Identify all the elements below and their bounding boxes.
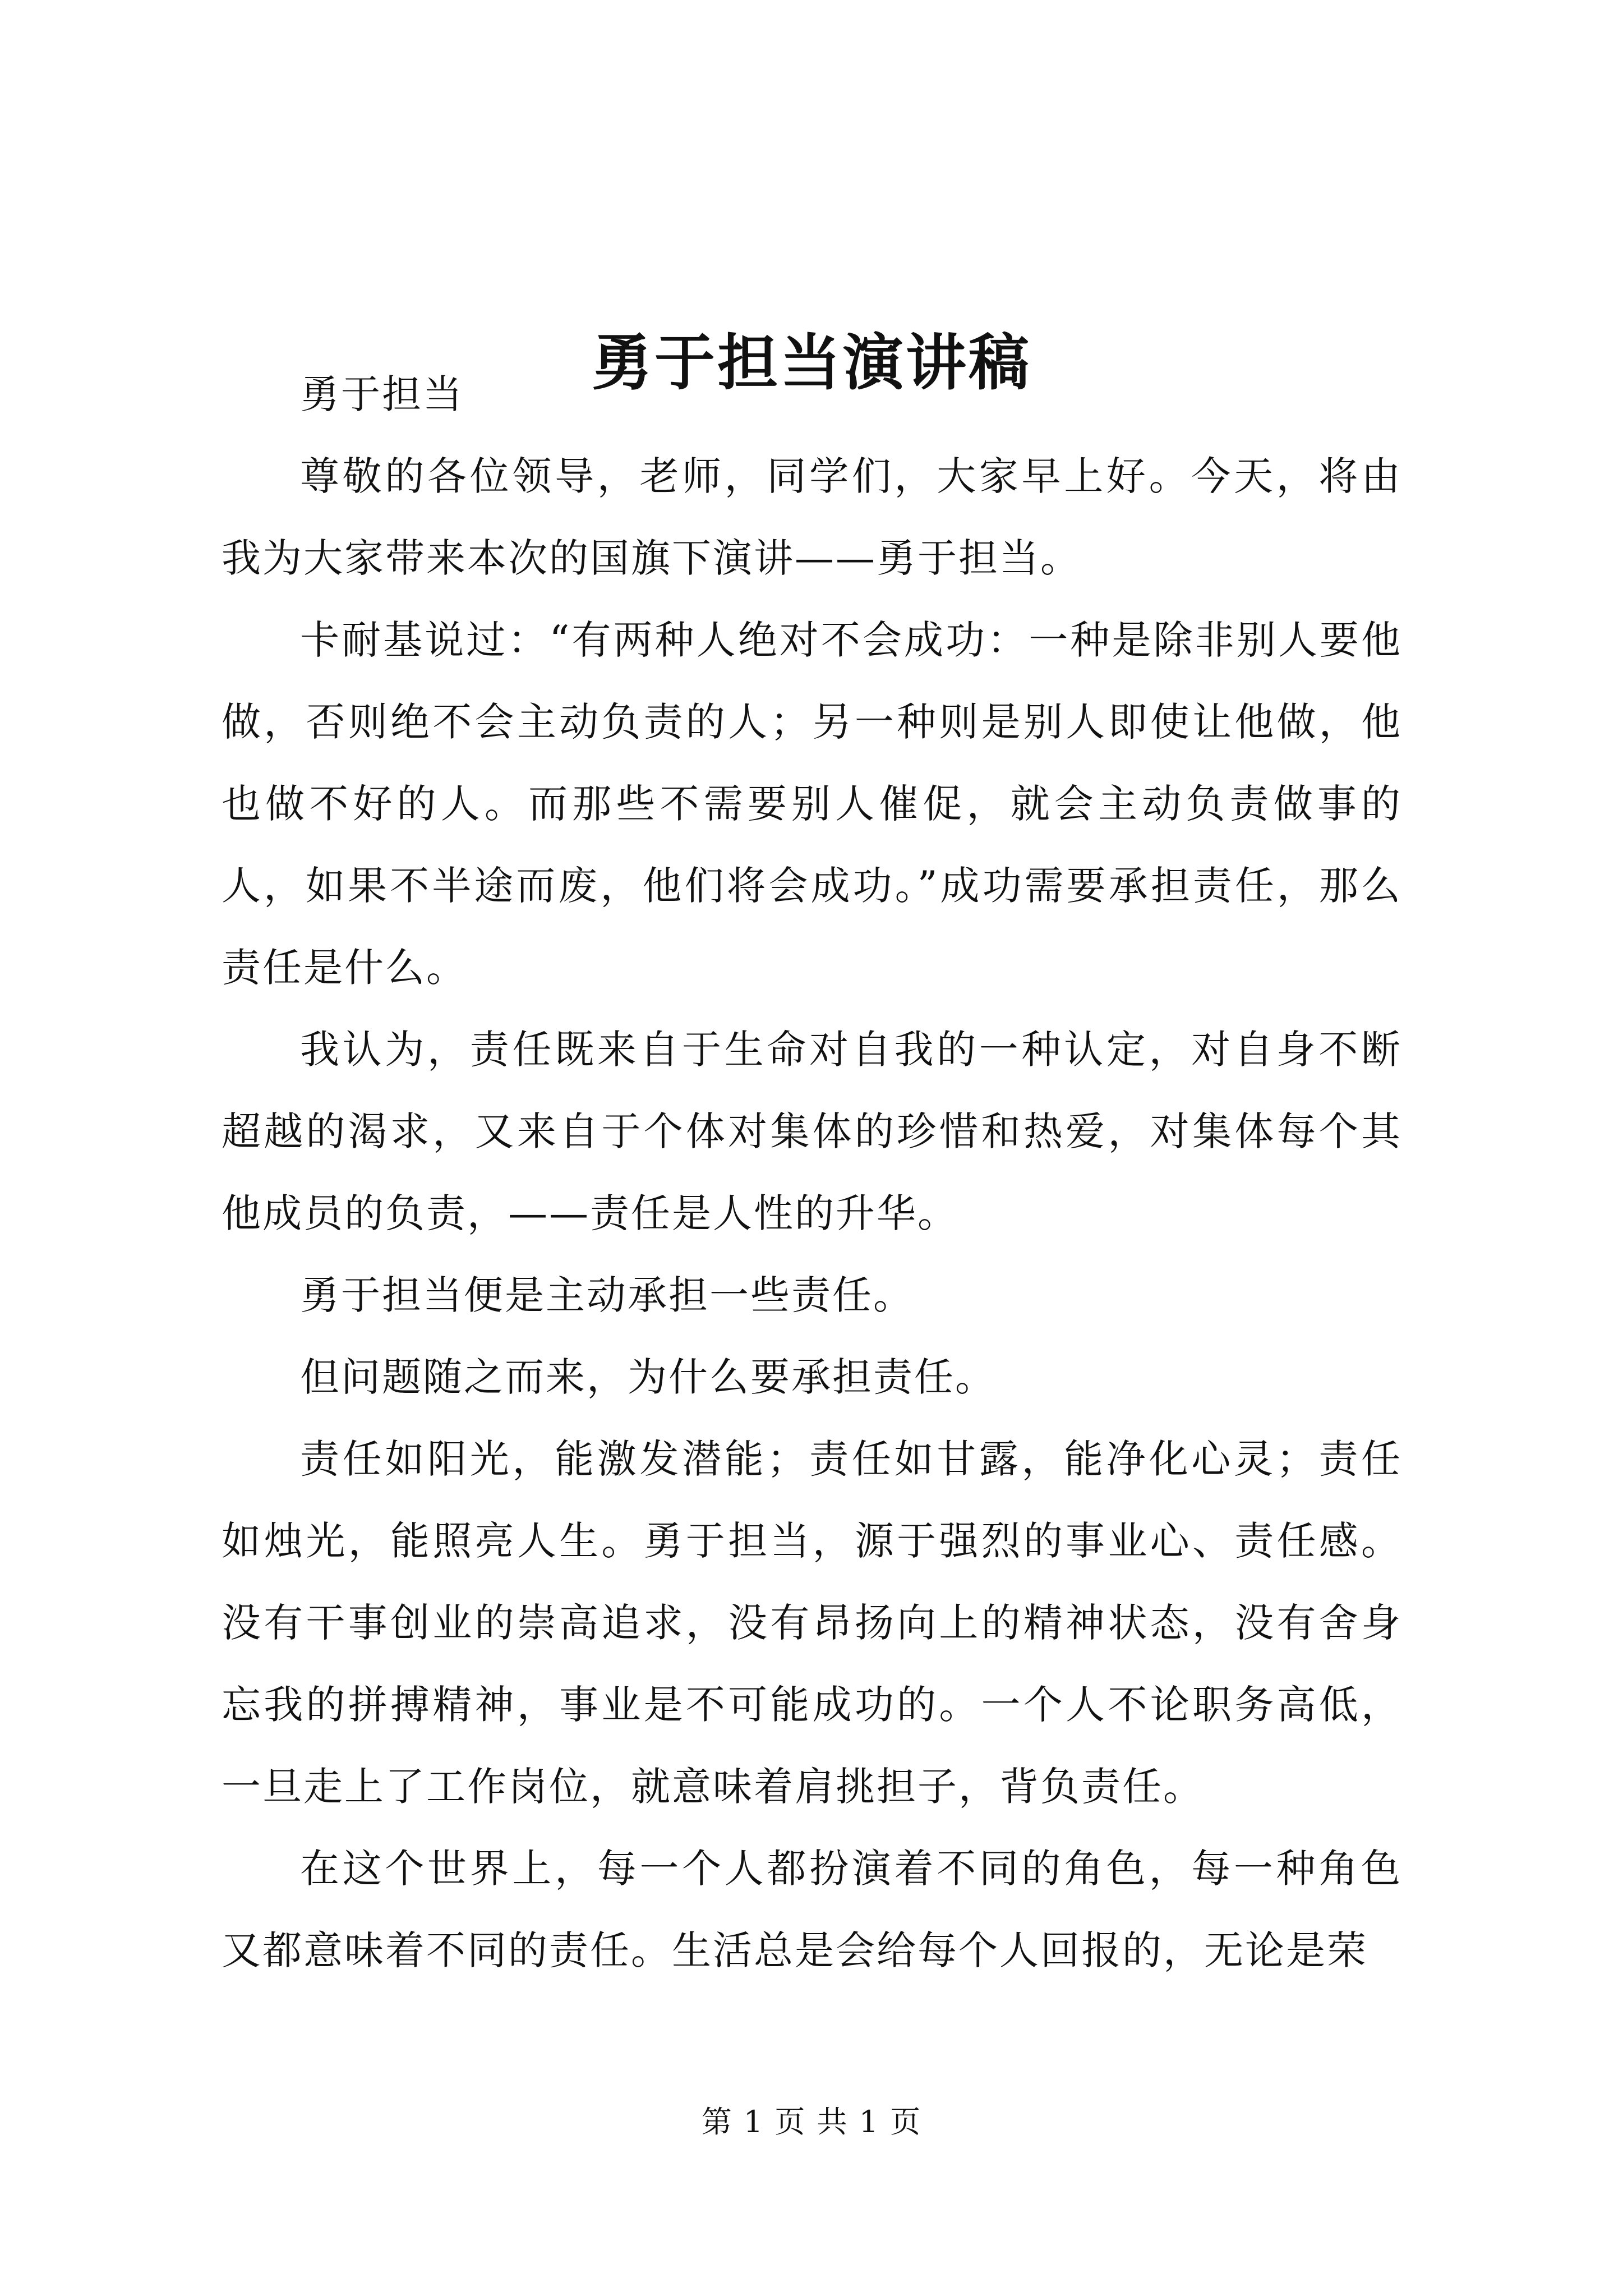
paragraph: 但问题随之而来，为什么要承担责任。 xyxy=(300,1354,996,1400)
document-title: 勇于担当演讲稿 xyxy=(591,328,1031,399)
paragraph: 卡耐基说过：“有两种人绝对不会成功：一种是除非别人要他做，否则绝不会主动负责的人；另一种则是别人即使让他做，他也做不好的人。而那些不需要别人催促，就会主动负责做事的人，如果不半途而废，他们将会成功。”成功需要承担责任，那么责任是什么。 xyxy=(222,617,1402,991)
page-number-footer: 第 1 页 共 1 页 xyxy=(701,2104,922,2139)
paragraph: 尊敬的各位领导，老师，同学们，大家早上好。今天，将由我为大家带来本次的国旗下演讲——勇于担当。 xyxy=(222,453,1402,581)
paragraph: 我认为，责任既来自于生命对自我的一种认定，对自身不断超越的渴求，又来自于个体对集体的珍惜和热爱，对集体每个其他成员的负责，——责任是人性的升华。 xyxy=(222,1027,1402,1236)
paragraph: 责任如阳光，能激发潜能；责任如甘露，能净化心灵；责任如烛光，能照亮人生。勇于担当，源于强烈的事业心、责任感。没有干事创业的崇高追求，没有昂扬向上的精神状态，没有舍身忘我的拼搏精神，事业是不可能成功的。一个人不论职务高低，一旦走上了工作岗位，就意味着肩挑担子，背负责任。 xyxy=(222,1436,1402,1810)
paragraph: 勇于担当 xyxy=(300,371,464,417)
document-body xyxy=(222,353,1402,1991)
paragraph: 在这个世界上，每一个人都扮演着不同的角色，每一种角色又都意味着不同的责任。生活总是会给每个人回报的，无论是荣 xyxy=(222,1846,1402,1973)
paragraph: 勇于担当便是主动承担一些责任。 xyxy=(300,1272,914,1318)
